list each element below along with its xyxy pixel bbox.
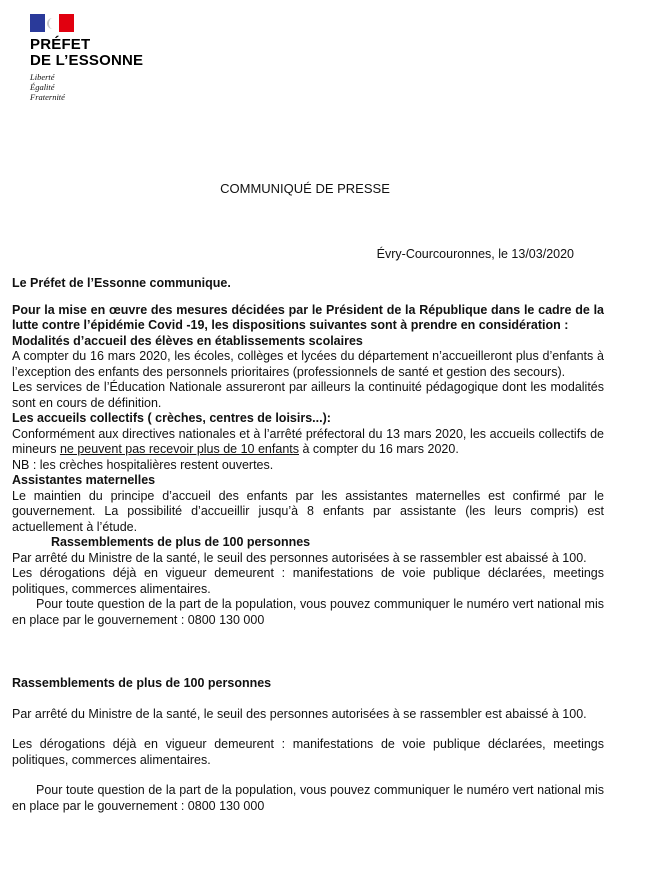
lead-paragraph: Pour la mise en œuvre des mesures décidées par le Président de la République dans le cadre de la lutte contre l’épidémie Covid -19, les dispositions suivantes sont à prendre en considération : [12, 302, 604, 332]
press-release-body [12, 276, 604, 814]
logo-name [30, 37, 190, 69]
logo-line-1: PRÉFET [30, 36, 91, 53]
gatherings-1-paragraph-2: Les dérogations déjà en vigueur demeurent : manifestations de voie publique déclarées, meetings politiques, commerces alimentaires. [12, 566, 604, 596]
gatherings-2-paragraph-1: Par arrêté du Ministre de la santé, le seuil des personnes autorisées à se rassembler est abaissé à 100. [12, 706, 587, 721]
assistants-paragraph-1: Le maintien du principe d’accueil des enfants par les assistantes maternelles est confirmé par le gouvernement. La possibilité d’accueillir jusqu’à 8 enfants par assistante (les leurs compris) est actuellement à l’étude. [12, 488, 604, 534]
logo-motto [30, 72, 190, 102]
assistants-heading: Assistantes maternelles [12, 473, 156, 487]
collective-text-before: Conformément aux directives nationales et à l’arrêté préfectoral du 13 mars 2020, les accueils collectifs de mineurs [12, 426, 604, 456]
prefecture-logo [30, 14, 190, 102]
collective-text-after: à compter du 16 mars 2020. [299, 442, 459, 456]
date-line: Évry-Courcouronnes, le 13/03/2020 [376, 247, 574, 261]
schools-paragraph-1: A compter du 16 mars 2020, les écoles, collèges et lycées du département n’accueilleront plus d’enfants à l’exception des enfants des personnels prioritaires (professionnels de santé et gestion des secours). [12, 349, 604, 379]
gatherings-2-paragraph-3: Pour toute question de la part de la population, vous pouvez communiquer le numéro vert national mis en place par le gouvernement : 0800 130 000 [12, 783, 604, 813]
motto-fraternite: Fraternité [30, 92, 65, 102]
gatherings-heading-2: Rassemblements de plus de 100 personnes [12, 676, 272, 690]
collective-paragraph-1 [12, 427, 604, 458]
collective-paragraph-2: NB : les crèches hospitalières restent ouvertes. [12, 457, 274, 472]
gatherings-1-paragraph-1: Par arrêté du Ministre de la santé, le seuil des personnes autorisées à se rassembler est abaissé à 100. [12, 550, 587, 565]
page-title: COMMUNIQUÉ DE PRESSE [220, 181, 390, 196]
logo-line-2: DE L’ESSONNE [30, 52, 144, 69]
collective-limit-underlined: ne peuvent pas recevoir plus de 10 enfants [59, 442, 299, 456]
schools-paragraph-2: Les services de l’Éducation Nationale assureront par ailleurs la continuité pédagogique dont les modalités sont en cours de définition. [12, 380, 604, 410]
collective-heading: Les accueils collectifs ( crèches, centres de loisirs...): [12, 411, 331, 425]
marianne-flag-icon [30, 14, 74, 32]
gatherings-heading-1: Rassemblements de plus de 100 personnes [51, 535, 311, 549]
motto-liberte: Liberté [30, 72, 55, 82]
motto-egalite: Égalité [30, 82, 55, 92]
gatherings-1-paragraph-3: Pour toute question de la part de la population, vous pouvez communiquer le numéro vert national mis en place par le gouvernement : 0800 130 000 [12, 597, 604, 627]
intro-line: Le Préfet de l’Essonne communique. [12, 276, 231, 290]
schools-heading: Modalités d’accueil des élèves en établissements scolaires [12, 333, 363, 348]
gatherings-2-paragraph-2: Les dérogations déjà en vigueur demeurent : manifestations de voie publique déclarées, meetings politiques, commerces alimentaires. [12, 737, 604, 767]
